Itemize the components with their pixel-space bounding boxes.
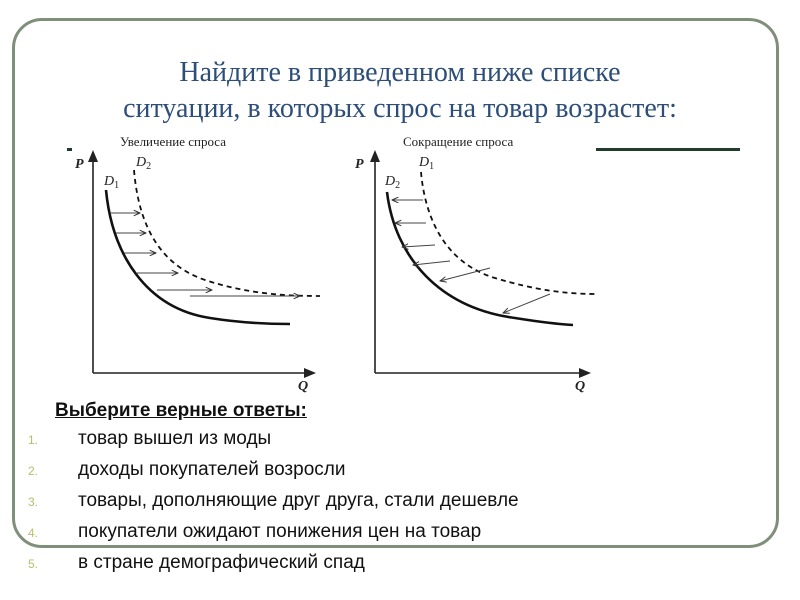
y-axis-label: P [75, 157, 84, 172]
answer-text: доходы покупателей возросли [78, 459, 346, 480]
shift-arrows [110, 213, 300, 296]
shift-arrow [503, 294, 550, 313]
y-axis-label: P [355, 157, 364, 172]
title-line-2: ситуации, в которых спрос на товар возрастет: [123, 93, 677, 124]
shift-arrow [440, 268, 490, 281]
curve-label-dashed: $D_1$ [419, 155, 435, 172]
answer-item [28, 459, 768, 490]
shift-arrows [392, 200, 550, 313]
graph-caption: Увеличение спроса [120, 134, 227, 149]
answer-item [28, 490, 768, 521]
curve-label-dashed: $D_2$ [136, 155, 152, 172]
answer-text: товар вышел из моды [78, 428, 272, 449]
demand-curve-dashed [134, 170, 320, 296]
answer-number: 3. [28, 495, 39, 509]
graph-demand-increase-svg [60, 128, 330, 393]
answer-number: 4. [28, 526, 39, 540]
answer-item [28, 428, 768, 459]
curve-label-solid: $D_2$ [385, 174, 401, 191]
demand-curve-solid [106, 190, 290, 324]
graph-demand-decrease-svg [345, 128, 615, 393]
graph-demand-increase [60, 128, 330, 393]
demand-curve-solid [387, 192, 573, 325]
curve-label-solid: $D_1$ [104, 174, 120, 191]
title-rule [596, 148, 740, 151]
y-axis-arrow [88, 150, 98, 162]
answer-number: 1. [28, 433, 39, 447]
y-axis-arrow [370, 150, 380, 162]
x-axis-arrow [579, 368, 591, 378]
slide-title [40, 55, 760, 127]
answer-number: 5. [28, 557, 39, 571]
answer-text: покупатели ожидают понижения цен на товар [78, 521, 482, 542]
graph-demand-decrease [345, 128, 615, 393]
x-axis-label: Q [575, 379, 586, 394]
answer-item [28, 521, 768, 552]
x-axis-label: Q [298, 379, 309, 394]
answer-text: товары, дополняющие друг друга, стали дешевле [78, 490, 519, 511]
shift-arrow [413, 261, 450, 265]
shift-arrow [402, 245, 435, 247]
question-label: Выберите верные ответы: [55, 400, 307, 421]
title-line-1: Найдите в приведенном ниже списке [179, 57, 621, 88]
answer-item [28, 552, 768, 583]
answer-text: в стране демографический спад [78, 552, 365, 573]
x-axis-arrow [304, 368, 316, 378]
answer-number: 2. [28, 464, 39, 478]
demand-curve-dashed [421, 172, 597, 294]
graph-caption: Сокращение спроса [403, 134, 514, 149]
answer-list [28, 428, 768, 583]
